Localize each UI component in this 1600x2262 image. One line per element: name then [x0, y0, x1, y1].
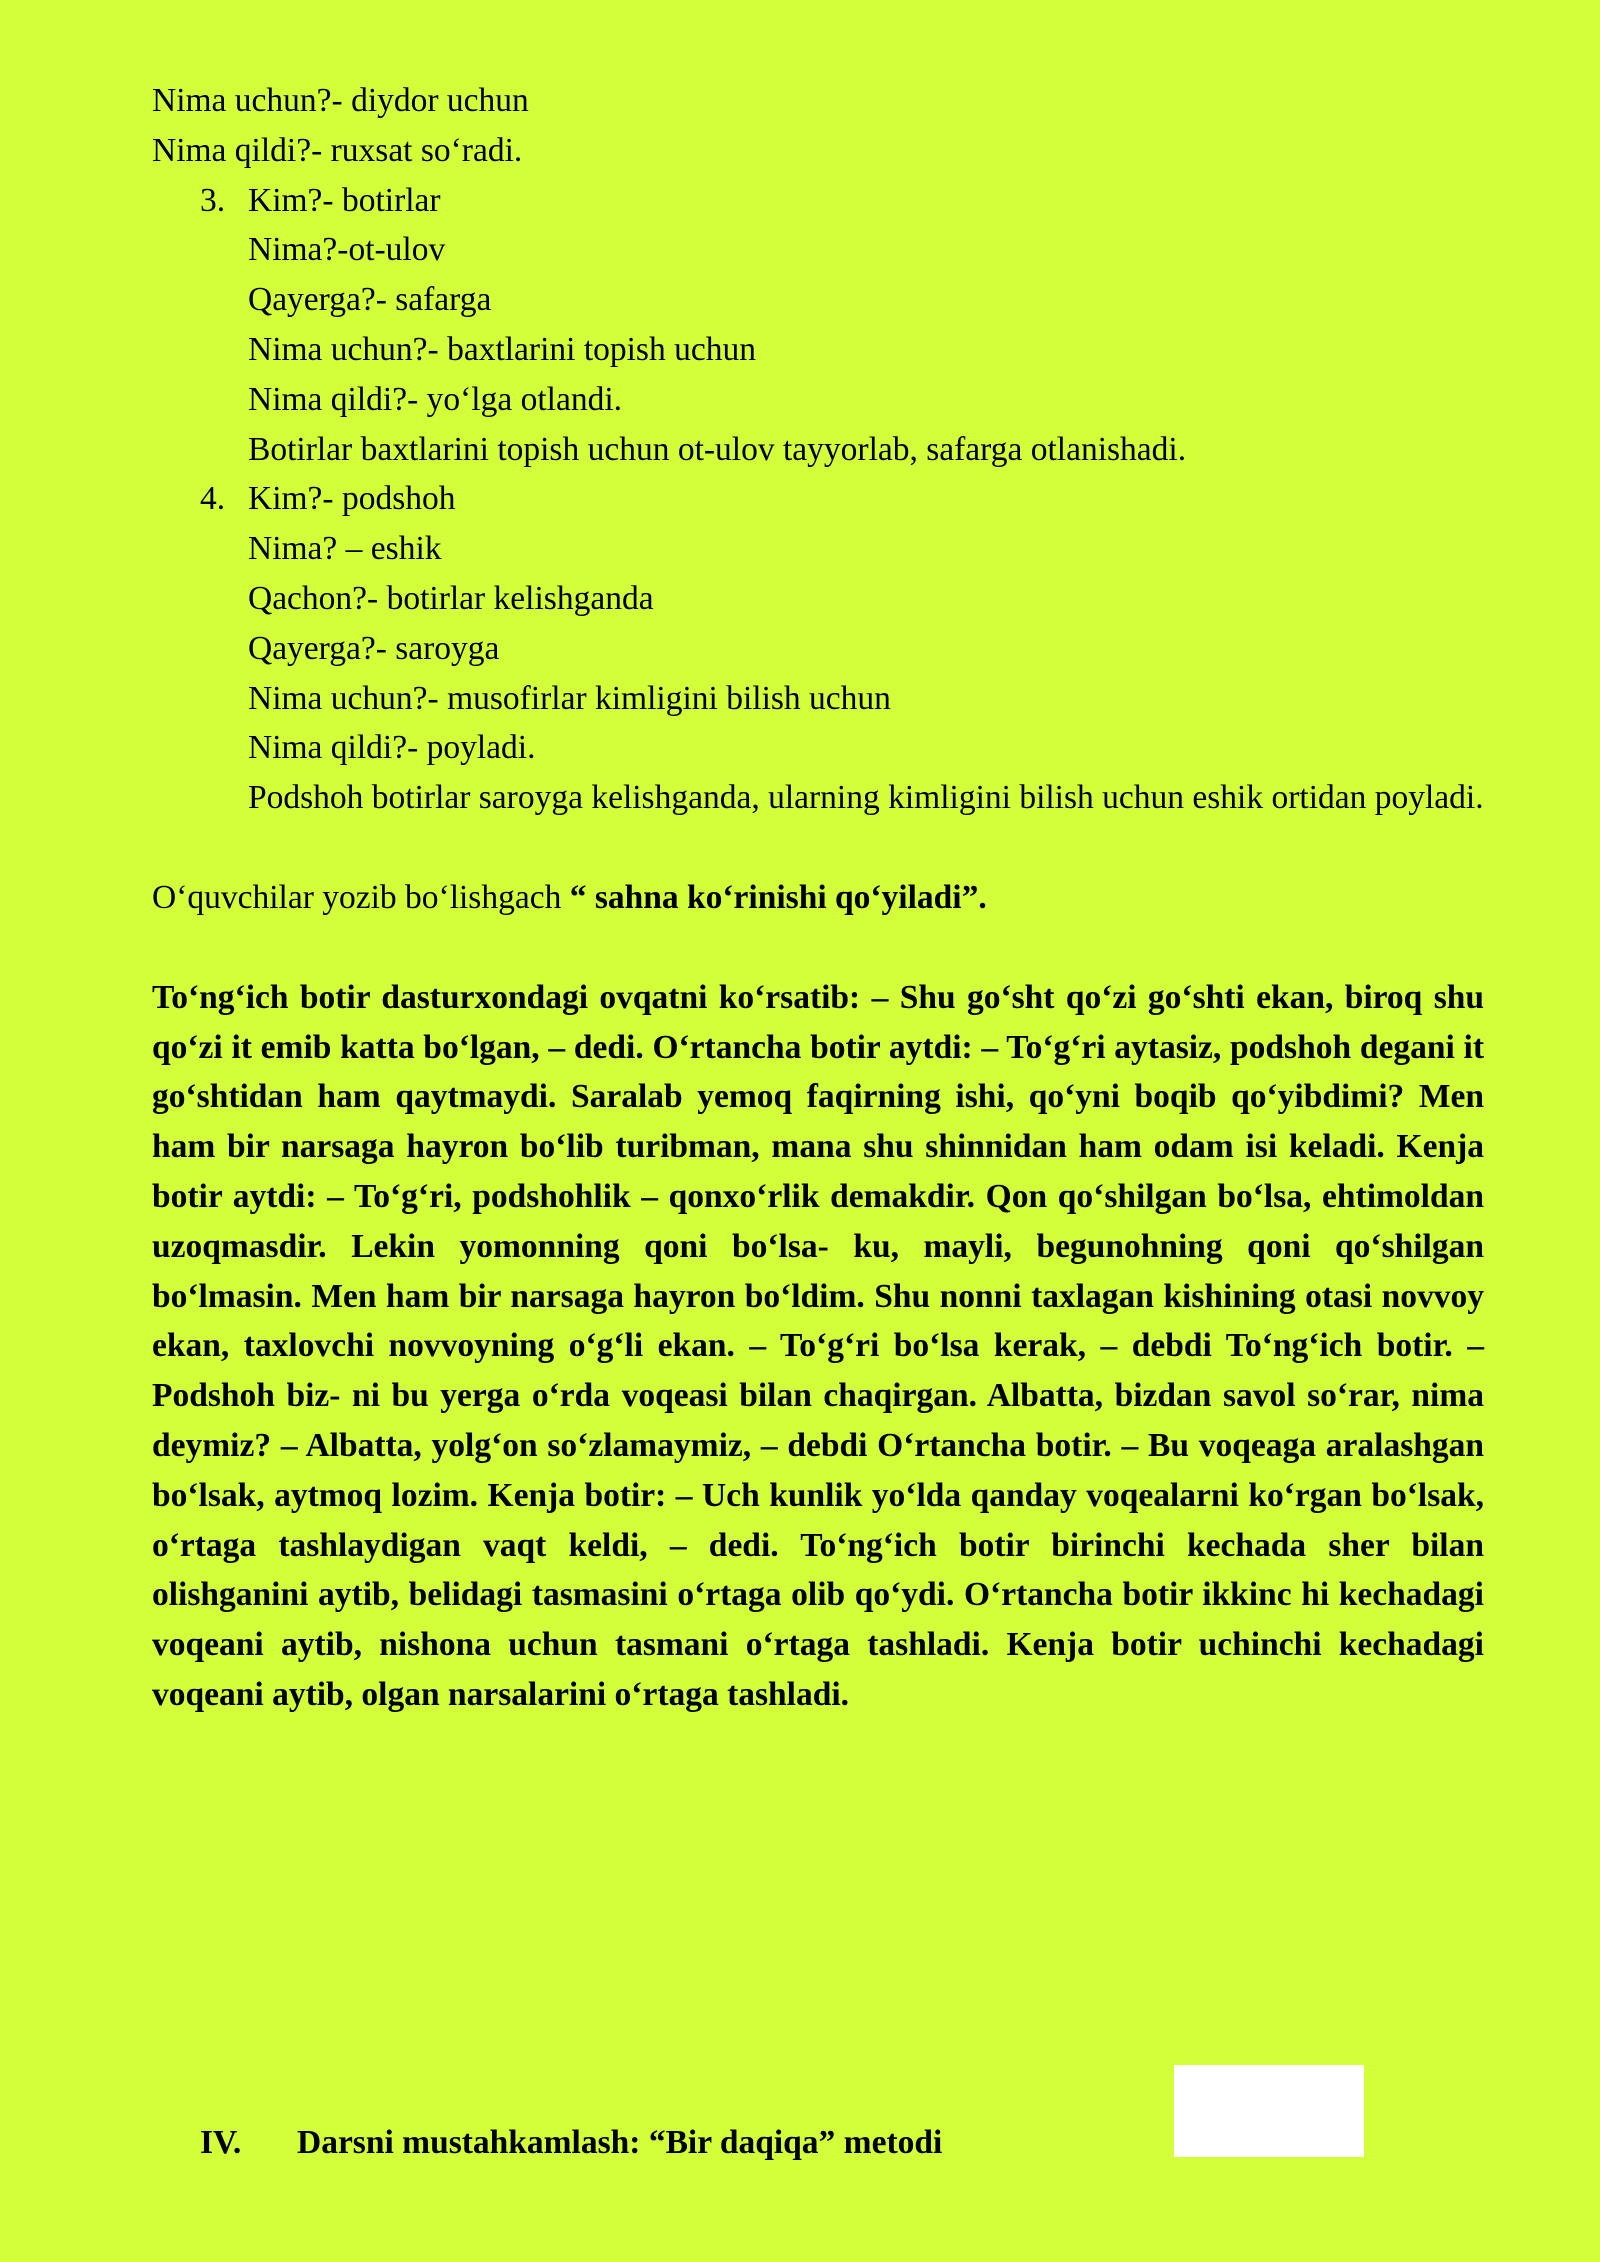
list-subline: Nima qildi?- poyladi. — [248, 729, 536, 767]
list-subline: Qachon?- botirlar kelishganda — [248, 579, 654, 617]
list-subline: Nima qildi?- yo‘lga otlandi. — [248, 380, 622, 418]
list-subline: Qayerga?- safarga — [248, 281, 492, 319]
list-number: 3. — [200, 181, 226, 219]
list-item-text: Kim?- botirlar — [248, 181, 441, 219]
list-item-4 — [152, 474, 1484, 524]
list-item-text: Kim?- podshoh — [248, 480, 456, 518]
scene-instruction-bold: “ sahna ko‘rinishi qo‘yiladi”. — [569, 878, 987, 916]
scene-instruction — [152, 873, 1484, 923]
section-title: Darsni mustahkamlash: “Bir daqiqa” metodi — [297, 2124, 943, 2161]
list-summary: Podshoh botirlar saroyga kelishganda, ularning kimligini bilish uchun eshik ortidan poyladi. — [248, 779, 1484, 817]
section-numeral: IV. — [200, 2124, 242, 2161]
list-subline: Nima uchun?- baxtlarini topish uchun — [248, 330, 756, 368]
blank-white-box — [1174, 2065, 1364, 2157]
list-item-3 — [152, 176, 1484, 226]
list-subline: Nima uchun?- musofirlar kimligini bilish uchun — [248, 679, 891, 717]
list-number: 4. — [200, 480, 226, 518]
list-subline: Qayerga?- saroyga — [248, 629, 500, 667]
list-subline: Botirlar baxtlarini topish uchun ot-ulov tayyorlab, safarga otlanishadi. — [248, 430, 1187, 468]
document-page — [152, 76, 1484, 1720]
scene-instruction-text: O‘quvchilar yozib bo‘lishgach — [152, 878, 570, 916]
list-subline: Nima? – eshik — [248, 530, 442, 568]
section-heading — [200, 2118, 942, 2168]
list-subline: Nima?-ot-ulov — [248, 231, 446, 269]
text-line: Nima qildi?- ruxsat so‘radi. — [152, 131, 523, 169]
text-line: Nima uchun?- diydor uchun — [152, 82, 529, 119]
story-paragraph: To‘ng‘ich botir dasturxondagi ovqatni ko‘rsatib: – Shu go‘sht qo‘zi go‘shti ekan, biroq shu qo‘zi it emib katta bo‘lgan, – dedi. O‘rtancha botir aytdi: – To‘g‘ri aytasiz, podshoh degani it go‘shtidan ham qaytmaydi. Saralab yemoq faqirning ishi, qo‘yni boqib qo‘yibdimi? Men ham bir narsaga hayron bo‘lib turibman, mana shu shinnidan ham odam isi keladi. Kenja botir aytdi: – To‘g‘ri, podshohlik – qonxo‘rlik demakdir. Qon qo‘shilgan bo‘lsa, ehtimoldan uzoqmasdir. Lekin yomonning qoni bo‘lsa- ku, mayli, begunohning qoni qo‘shilgan bo‘lmasin. Men ham bir narsaga hayron bo‘ldim. Shu nonni taxlagan kishining otasi novvoy ekan, taxlovchi novvoyning o‘g‘li ekan. – To‘g‘ri bo‘lsa kerak, – debdi To‘ng‘ich botir. – Podshoh biz- ni bu yerga o‘rda voqeasi bilan chaqirgan. Albatta, bizdan savol so‘rar, nima deymiz? – Albatta, yolg‘on so‘zlamaymiz, – debdi O‘rtancha botir. – Bu voqeaga aralashgan bo‘lsak, aytmoq lozim. Kenja botir: – Uch kunlik yo‘lda qanday voqealarni ko‘rgan bo‘lsak, o‘rtaga tashlaydigan vaqt keldi, – dedi. To‘ng‘ich botir birinchi kechada sher bilan olishganini aytib, belidagi tasmasini o‘rtaga olib qo‘ydi. O‘rtancha botir ikkinc hi kechadagi voqeani aytib, nishona uchun tasmani o‘rtaga tashladi. Kenja botir uchinchi kechadagi voqeani aytib, olgan narsalarini o‘rtaga tashladi. — [152, 978, 1484, 1713]
